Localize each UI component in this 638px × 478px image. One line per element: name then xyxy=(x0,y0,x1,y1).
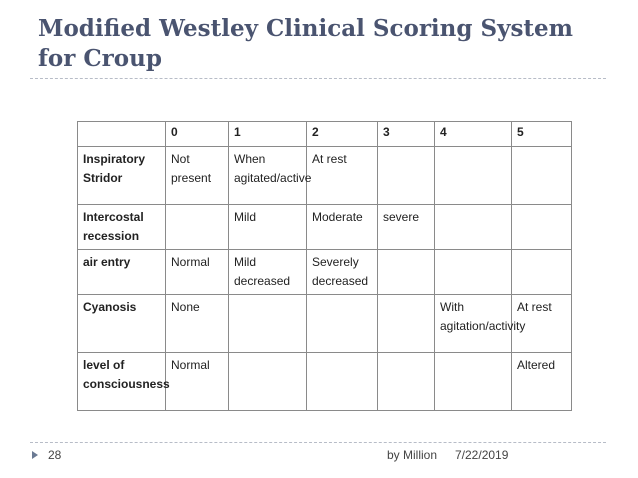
table-cell: At rest xyxy=(512,295,572,353)
header-cell: 1 xyxy=(229,122,307,147)
table-cell: Mild xyxy=(229,205,307,250)
table-cell xyxy=(435,353,512,411)
table-cell: When agitated/active xyxy=(229,147,307,205)
table-cell: Not present xyxy=(166,147,229,205)
header-cell: 3 xyxy=(378,122,435,147)
table-cell xyxy=(229,295,307,353)
header-cell: 4 xyxy=(435,122,512,147)
table-cell: Mild decreased xyxy=(229,250,307,295)
criterion-cell: air entry xyxy=(78,250,166,295)
table-header-row xyxy=(78,122,572,147)
table-row xyxy=(78,353,572,411)
criterion-cell: Cyanosis xyxy=(78,295,166,353)
footer-divider xyxy=(30,442,606,443)
title-divider xyxy=(30,78,606,79)
footer-author: by Million xyxy=(387,448,438,462)
table-cell xyxy=(512,250,572,295)
slide-number: 28 xyxy=(48,448,62,462)
table-cell: Severely decreased xyxy=(307,250,378,295)
table-cell xyxy=(378,353,435,411)
table-row xyxy=(78,295,572,353)
triangle-right-icon xyxy=(32,451,38,459)
table-cell xyxy=(512,205,572,250)
table-row xyxy=(78,147,572,205)
footer-date: 7/22/2019 xyxy=(455,448,509,462)
table-cell xyxy=(435,250,512,295)
header-cell: 5 xyxy=(512,122,572,147)
table-row xyxy=(78,250,572,295)
header-cell: 0 xyxy=(166,122,229,147)
table-cell: With agitation/activity xyxy=(435,295,512,353)
table-cell: At rest xyxy=(307,147,378,205)
criterion-cell: Inspiratory Stridor xyxy=(78,147,166,205)
table-cell xyxy=(512,147,572,205)
table-cell: Altered xyxy=(512,353,572,411)
table-cell xyxy=(307,353,378,411)
table-cell xyxy=(378,147,435,205)
table-cell: Normal xyxy=(166,250,229,295)
slide-title: Modified Westley Clinical Scoring System for Croup xyxy=(38,15,573,72)
table-cell: None xyxy=(166,295,229,353)
westley-score-table xyxy=(77,121,572,411)
table-cell xyxy=(166,205,229,250)
table-cell xyxy=(378,250,435,295)
criterion-cell: Intercostal recession xyxy=(78,205,166,250)
table-cell xyxy=(435,147,512,205)
criterion-cell: level of consciousness xyxy=(78,353,166,411)
table-cell: Moderate xyxy=(307,205,378,250)
table-cell xyxy=(229,353,307,411)
header-cell xyxy=(78,122,166,147)
table-cell: severe xyxy=(378,205,435,250)
table-row xyxy=(78,205,572,250)
table-cell xyxy=(435,205,512,250)
header-cell: 2 xyxy=(307,122,378,147)
table-cell xyxy=(378,295,435,353)
table-cell xyxy=(307,295,378,353)
table-cell: Normal xyxy=(166,353,229,411)
